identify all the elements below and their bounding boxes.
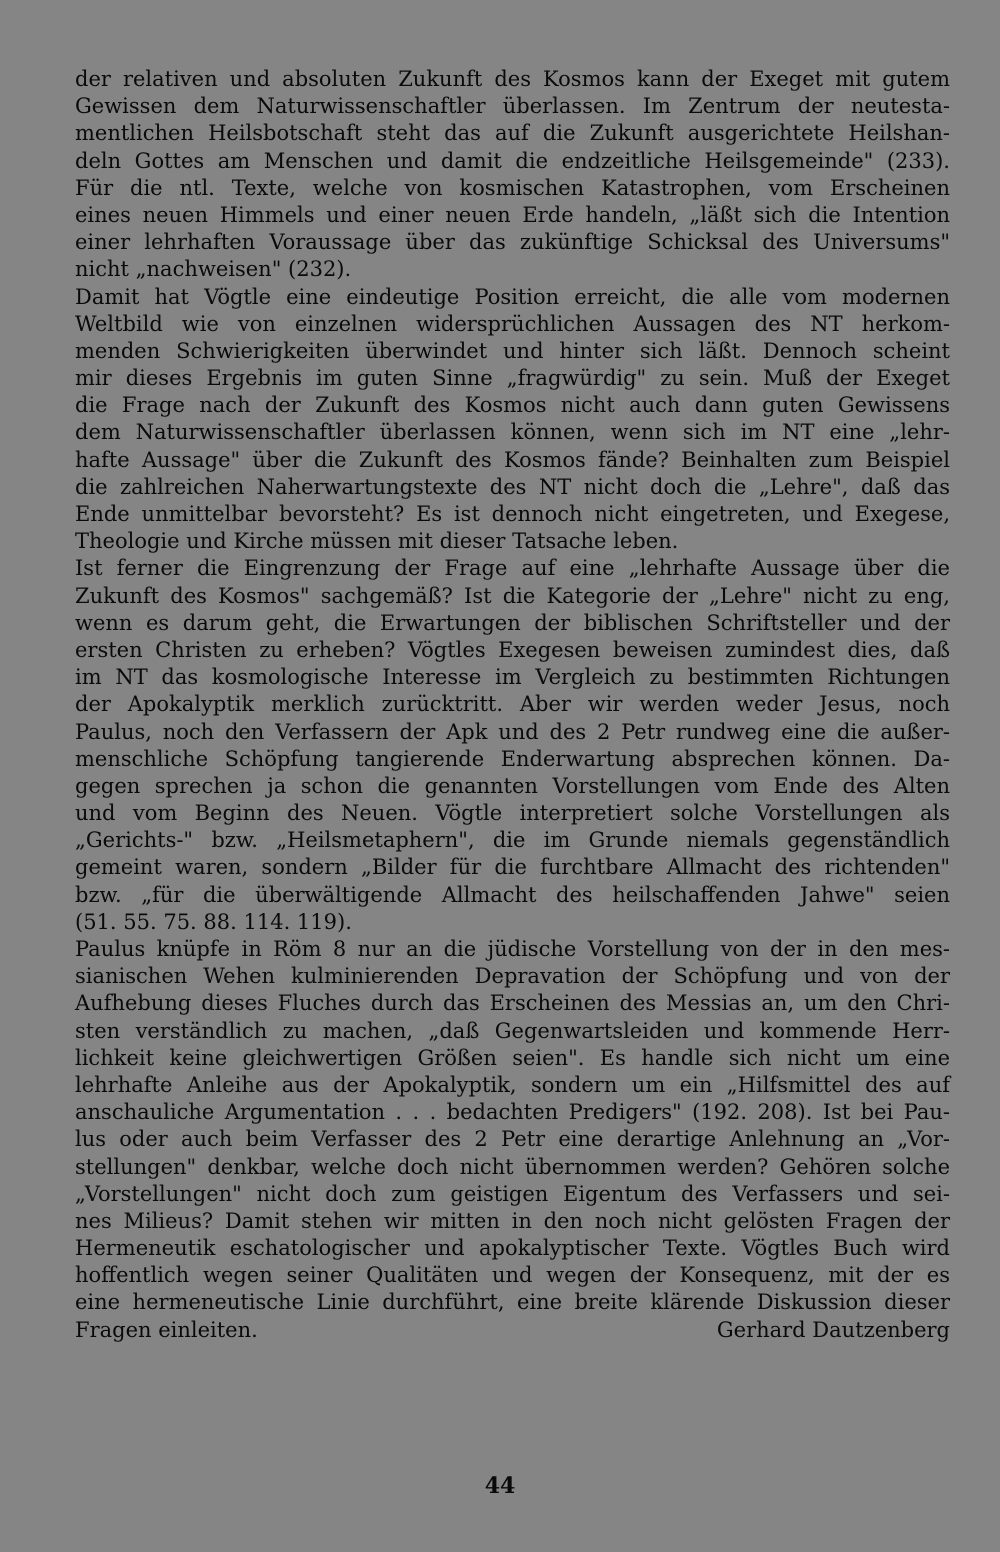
text-line: sianischen Wehen kulminierenden Depravation der Schöpfung und von der: [75, 964, 950, 989]
text-line: eine hermeneutische Linie durchführt, eine breite klärende Diskussion dieser: [75, 1290, 950, 1315]
text-line: menden Schwierigkeiten überwindet und hinter sich läßt. Dennoch scheint: [75, 338, 950, 363]
text-line: eines neuen Himmels und einer neuen Erde handeln, „läßt sich die Intention: [75, 202, 950, 227]
text-line: „Vorstellungen" nicht doch zum geistigen Eigentum des Verfassers und sei-: [75, 1181, 950, 1206]
text-line: Ende unmittelbar bevorsteht? Es ist dennoch nicht eingetreten, und Exegese,: [75, 502, 950, 526]
text-line: sten verständlich zu machen, „daß Gegenwartsleiden und kommende Herr-: [75, 1018, 950, 1043]
text-line: lehrhafte Anleihe aus der Apokalyptik, sondern um ein „Hilfsmittel des auf: [75, 1072, 950, 1097]
text-line: ersten Christen zu erheben? Vögtles Exegesen beweisen zumindest dies, daß: [75, 637, 950, 662]
text-line: Theologie und Kirche müssen mit dieser Tatsache leben.: [75, 529, 679, 554]
text-line: Weltbild wie von einzelnen widersprüchlichen Aussagen des NT herkom-: [75, 311, 950, 336]
text-line: Für die ntl. Texte, welche von kosmischen Katastrophen, vom Erscheinen: [75, 175, 950, 200]
text-line: nes Milieus? Damit stehen wir mitten in den noch nicht gelösten Fragen der: [75, 1208, 950, 1233]
text-line: hoffentlich wegen seiner Qualitäten und wegen der Konsequenz, mit der es: [75, 1263, 950, 1288]
text-line: menschliche Schöpfung tangierende Enderwartung absprechen können. Da-: [75, 746, 950, 771]
page-number: 44: [484, 1473, 516, 1499]
text-line: Ist ferner die Eingrenzung der Frage auf eine „lehrhafte Aussage über die: [75, 556, 950, 581]
text-line: und vom Beginn des Neuen. Vögtle interpretiert solche Vorstellungen als: [75, 801, 950, 826]
text-line: einer lehrhaften Voraussage über das zukünftige Schicksal des Universums": [75, 230, 950, 255]
text-line: hafte Aussage" über die Zukunft des Kosmos fände? Beinhalten zum Beispiel: [75, 447, 950, 472]
text-line: im NT das kosmologische Interesse im Vergleich zu bestimmten Richtungen: [75, 665, 950, 690]
text-line: „Gerichts-" bzw. „Heilsmetaphern", die im Grunde niemals gegenständlich: [75, 828, 950, 853]
text-line: Damit hat Vögtle eine eindeutige Position erreicht, die alle vom modernen: [75, 284, 950, 309]
text-line: gegen sprechen ja schon die genannten Vorstellungen vom Ende des Alten: [75, 773, 950, 798]
text-line: der relativen und absoluten Zukunft des Kosmos kann der Exeget mit gutem: [75, 67, 950, 91]
text-line: stellungen" denkbar, welche doch nicht übernommen werden? Gehören solche: [75, 1154, 950, 1179]
text-line: lichkeit keine gleichwertigen Größen seien". Es handle sich nicht um eine: [75, 1045, 950, 1070]
body-text: [75, 66, 950, 1344]
closing-text: Fragen einleiten.: [75, 1317, 258, 1342]
text-line: dem Naturwissenschaftler überlassen können, wenn sich im NT eine „lehr-: [75, 420, 950, 445]
text-line: der Apokalyptik merklich zurücktritt. Aber wir werden weder Jesus, noch: [75, 692, 950, 717]
text-line: Aufhebung dieses Fluches durch das Erscheinen des Messias an, um den Chri-: [75, 991, 950, 1016]
closing-line: [75, 1317, 950, 1344]
text-line: gemeint waren, sondern „Bilder für die furchtbare Allmacht des richtenden": [75, 855, 950, 880]
author-signature: Gerhard Dautzenberg: [716, 1317, 950, 1342]
text-line: die Frage nach der Zukunft des Kosmos nicht auch dann guten Gewissens: [75, 393, 950, 418]
text-line: Hermeneutik eschatologischer und apokalyptischer Texte. Vögtles Buch wird: [75, 1236, 950, 1261]
text-line: die zahlreichen Naherwartungstexte des NT nicht doch die „Lehre", daß das: [75, 474, 950, 499]
text-line: deln Gottes am Menschen und damit die endzeitliche Heilsgemeinde" (233).: [75, 148, 950, 173]
text-line: anschauliche Argumentation . . . bedachten Predigers" (192. 208). Ist bei Pau-: [75, 1100, 950, 1125]
text-line: lus oder auch beim Verfasser des 2 Petr eine derartige Anlehnung an „Vor-: [75, 1127, 950, 1152]
text-line: mir dieses Ergebnis im guten Sinne „fragwürdig" zu sein. Muß der Exeget: [75, 366, 950, 391]
text-line: mentlichen Heilsbotschaft steht das auf die Zukunft ausgerichtete Heilshan-: [75, 121, 950, 146]
text-line: Paulus, noch den Verfassern der Apk und des 2 Petr rundweg eine die außer-: [75, 719, 950, 744]
text-line: Zukunft des Kosmos" sachgemäß? Ist die Kategorie der „Lehre" nicht zu eng,: [75, 583, 950, 608]
text-line: Paulus knüpfe in Röm 8 nur an die jüdische Vorstellung von der in den mes-: [75, 937, 950, 961]
text-line: bzw. „für die überwältigende Allmacht des heilschaffenden Jahwe" seien: [75, 882, 950, 907]
text-line: wenn es darum geht, die Erwartungen der biblischen Schriftsteller und der: [75, 610, 950, 635]
text-line: nicht „nachweisen" (232).: [75, 257, 352, 282]
text-line: Gewissen dem Naturwissenschaftler überlassen. Im Zentrum der neutesta-: [75, 94, 950, 119]
text-line: (51. 55. 75. 88. 114. 119).: [75, 909, 352, 934]
